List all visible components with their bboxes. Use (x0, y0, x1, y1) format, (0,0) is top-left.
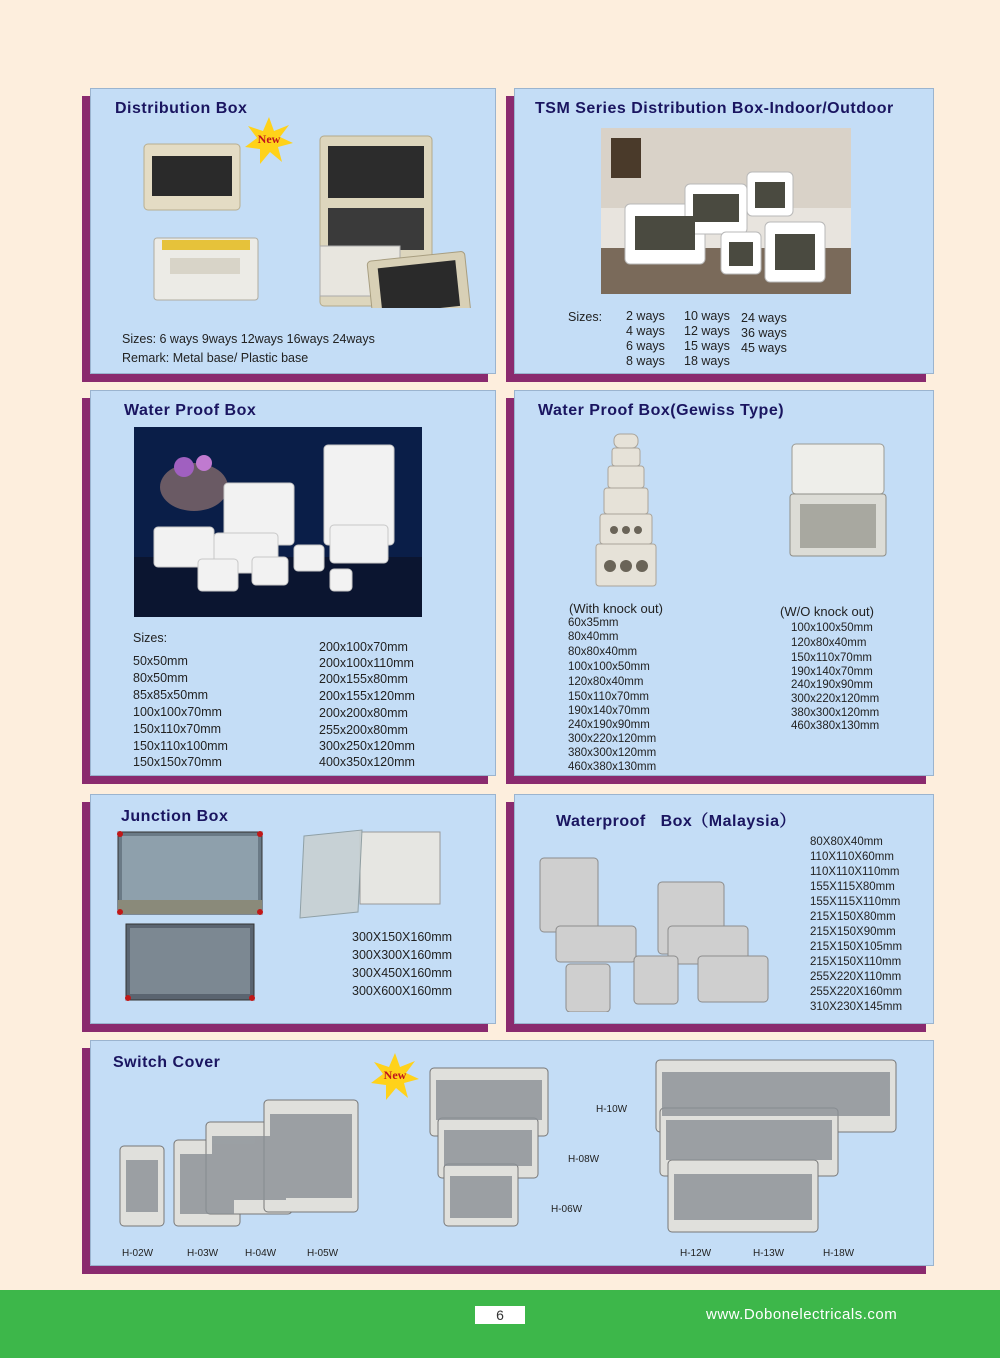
tsm-series-title: TSM Series Distribution Box-Indoor/Outdoor (535, 100, 894, 117)
switch-cover-medium-photo (428, 1064, 552, 1230)
footer-bar (0, 1290, 1000, 1358)
size-item: 60x35mm (568, 617, 619, 629)
size-item: 215X150X105mm (810, 941, 903, 953)
size-item: 8 ways (626, 354, 665, 368)
distribution-remark: Remark: Metal base/ Plastic base (122, 351, 309, 365)
size-item: 300x220x120mm (568, 733, 657, 745)
size-item: 85x85x50mm (133, 688, 209, 702)
size-item: 10 ways (684, 309, 730, 323)
gewiss-with-knockout-label: (With knock out) (569, 601, 663, 616)
size-item: 150x110x70mm (791, 652, 872, 664)
distribution-box-panel (90, 88, 496, 374)
junction-box-title: Junction Box (121, 808, 229, 825)
water-proof-box-title: Water Proof Box (124, 402, 257, 419)
tsm-sizes-label: Sizes: (568, 310, 603, 324)
new-badge (370, 1052, 420, 1102)
size-item: 100x100x70mm (133, 705, 222, 719)
size-item: 150x110x100mm (133, 739, 228, 753)
size-item: 300X300X160mm (352, 948, 453, 962)
tsm-sizes-col2 (684, 309, 730, 369)
size-item: 18 ways (684, 354, 730, 368)
model-label: H-02W (122, 1248, 154, 1259)
size-item: 400x350x120mm (319, 755, 415, 769)
tsm-sizes-col3 (741, 311, 787, 356)
size-item: 36 ways (741, 326, 787, 340)
distribution-box-title: Distribution Box (115, 100, 248, 117)
switch-cover-title: Switch Cover (113, 1054, 221, 1071)
model-label: H-03W (187, 1248, 219, 1259)
new-badge-label: New (383, 1068, 407, 1082)
switch-cover-panel (90, 1040, 934, 1266)
size-item: 200x100x110mm (319, 656, 414, 670)
malaysia-box-panel (514, 794, 934, 1024)
tsm-sizes-col1 (626, 309, 665, 369)
size-item: 80x80x40mm (568, 646, 638, 658)
gewiss-wo-knockout-label: (W/O knock out) (780, 604, 874, 619)
size-item: 120x80x40mm (791, 637, 867, 649)
size-item: 190x140x70mm (791, 666, 873, 678)
gewiss-open-box-photo (786, 442, 890, 560)
model-label: H-10W (596, 1104, 628, 1115)
gewiss-with-knockout-sizes (568, 616, 656, 774)
size-item: 150x150x70mm (133, 755, 222, 769)
malaysia-box-sizes (810, 835, 902, 1015)
gewiss-type-panel (514, 390, 934, 776)
size-item: 300x250x120mm (319, 739, 415, 753)
model-label: H-06W (551, 1204, 583, 1215)
size-item: 15 ways (684, 339, 730, 353)
size-item: 155X115X80mm (810, 881, 895, 893)
website-url[interactable]: www.Dobonelectricals.com (706, 1306, 898, 1323)
gewiss-type-title: Water Proof Box(Gewiss Type) (538, 402, 785, 419)
size-item: 200x155x120mm (319, 689, 415, 703)
new-badge-label: New (257, 132, 281, 146)
size-item: 240x190x90mm (568, 719, 650, 731)
size-item: 12 ways (684, 324, 730, 338)
size-item: 2 ways (626, 309, 665, 323)
size-item: 100x100x50mm (568, 661, 650, 673)
size-item: 300X600X160mm (352, 984, 453, 998)
size-item: 24 ways (741, 311, 787, 325)
distribution-sizes: Sizes: 6 ways 9ways 12ways 16ways 24ways (122, 332, 375, 346)
junction-box-panel (90, 794, 496, 1024)
model-label: H-12W (680, 1248, 712, 1259)
size-item: 380x300x120mm (791, 707, 880, 719)
distribution-box-photo (130, 128, 480, 308)
size-item: 190x140x70mm (568, 705, 650, 717)
size-item: 215X150X80mm (810, 911, 896, 923)
wp-sizes-col1 (133, 654, 228, 771)
size-item: 45 ways (741, 341, 787, 355)
size-item: 100x100x50mm (791, 622, 873, 634)
size-item: 150x110x70mm (568, 691, 649, 703)
size-item: 255X220X160mm (810, 986, 903, 998)
size-item: 300x220x120mm (791, 693, 880, 705)
water-proof-box-photo (134, 427, 422, 617)
malaysia-box-title: Waterproof Box（Malaysia） (556, 813, 797, 830)
size-item: 255x200x80mm (319, 723, 408, 737)
tsm-series-panel (514, 88, 934, 374)
size-item: 255X220X110mm (810, 971, 902, 983)
size-item: 300X450X160mm (352, 966, 453, 980)
wp-sizes-label: Sizes: (133, 631, 168, 645)
tsm-series-photo (601, 128, 851, 294)
size-item: 120x80x40mm (568, 676, 644, 688)
size-item: 380x300x120mm (568, 747, 657, 759)
size-item: 110X110X60mm (810, 851, 894, 863)
model-label: H-18W (823, 1248, 855, 1259)
wp-sizes-col2 (319, 640, 415, 771)
size-item: 80x50mm (133, 671, 188, 685)
model-label: H-13W (753, 1248, 785, 1259)
size-item: 460x380x130mm (568, 761, 657, 773)
size-item: 460x380x130mm (791, 720, 880, 732)
model-label: H-08W (568, 1154, 600, 1165)
gewiss-wo-knockout-sizes (791, 621, 879, 733)
model-label: H-05W (307, 1248, 339, 1259)
size-item: 200x200x80mm (319, 706, 408, 720)
size-item: 110X110X110mm (810, 866, 900, 878)
size-item: 200x155x80mm (319, 672, 408, 686)
size-item: 215X150X90mm (810, 926, 896, 938)
size-item: 240x190x90mm (791, 679, 873, 691)
gewiss-stack-photo (590, 430, 660, 590)
size-item: 155X115X110mm (810, 896, 901, 908)
malaysia-box-photo (538, 852, 784, 1012)
page-number: 6 (475, 1306, 525, 1324)
size-item: 200x100x70mm (319, 640, 408, 654)
size-item: 310X230X145mm (810, 1001, 903, 1013)
size-item: 300X150X160mm (352, 930, 453, 944)
switch-cover-large-photo (654, 1056, 904, 1236)
size-item: 80X80X40mm (810, 836, 883, 848)
water-proof-box-panel (90, 390, 496, 776)
size-item: 50x50mm (133, 654, 188, 668)
size-item: 6 ways (626, 339, 665, 353)
junction-box-sizes (352, 930, 452, 1002)
size-item: 80x40mm (568, 631, 619, 643)
switch-cover-small-photo (118, 1096, 368, 1232)
size-item: 215X150X110mm (810, 956, 902, 968)
size-item: 150x110x70mm (133, 722, 222, 736)
size-item: 4 ways (626, 324, 665, 338)
model-label: H-04W (245, 1248, 277, 1259)
